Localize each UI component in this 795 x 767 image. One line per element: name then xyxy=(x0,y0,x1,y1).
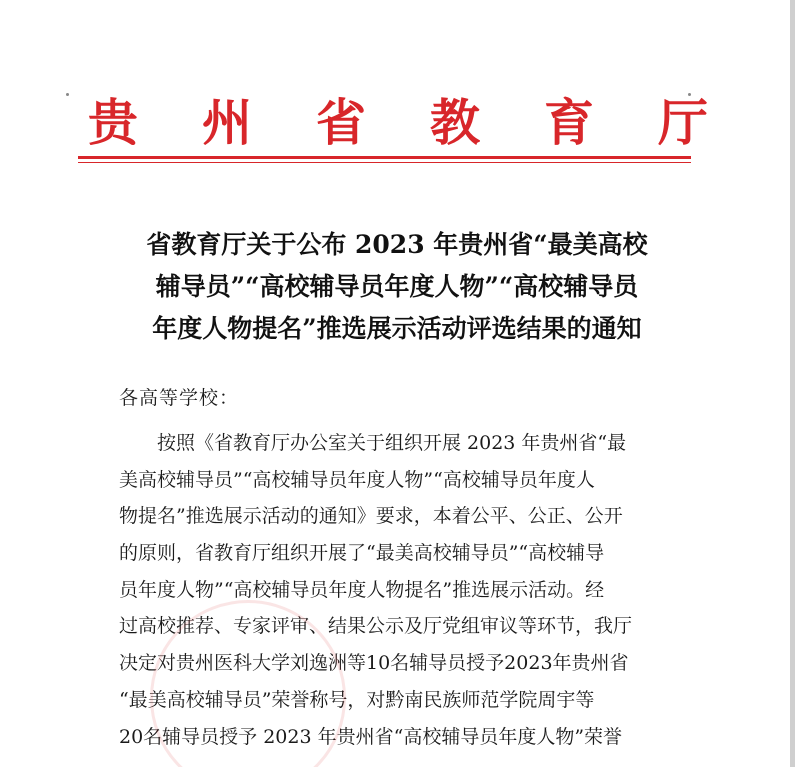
body-paragraph xyxy=(119,425,699,755)
title-line: 年度人物提名”推选展示活动评选结果的通知 xyxy=(152,314,642,343)
body-line: 按照《省教育厅办公室关于组织开展 2023 年贵州省“最 xyxy=(157,432,627,454)
letterhead-char: 厅 xyxy=(658,93,708,152)
letterhead-char: 育 xyxy=(544,93,594,152)
body-line: “最美高校辅导员”荣誉称号，对黔南民族师范学院周宇等 xyxy=(119,688,595,711)
letterhead-red-rule-thin xyxy=(78,162,691,163)
document-title xyxy=(92,224,702,350)
body-line: 20名辅导员授予 2023 年贵州省“高校辅导员年度人物”荣誉 xyxy=(119,725,623,748)
body-line: 员年度人物”“高校辅导员年度人物提名”推选展示活动。经 xyxy=(119,578,605,601)
letterhead xyxy=(88,88,708,158)
letterhead-red-rule xyxy=(78,156,691,159)
letterhead-char: 教 xyxy=(430,93,480,152)
body-line: 物提名”推选展示活动的通知》要求，本着公平、公正、公开 xyxy=(119,505,623,528)
body-line: 过高校推荐、专家评审、结果公示及厅党组审议等环节，我厅 xyxy=(119,615,633,638)
scan-speck xyxy=(66,93,69,96)
letterhead-char: 省 xyxy=(316,93,366,152)
body-line: 决定对贵州医科大学刘逸洲等10名辅导员授予2023年贵州省 xyxy=(119,652,629,675)
body-line: 美高校辅导员”“高校辅导员年度人物”“高校辅导员年度人 xyxy=(119,468,595,491)
letterhead-char: 州 xyxy=(202,93,252,152)
page-edge xyxy=(790,0,795,767)
title-line: 省教育厅关于公布 2023 年贵州省“最美高校 xyxy=(146,230,648,259)
salutation: 各高等学校： xyxy=(119,387,240,409)
title-line: 辅导员”“高校辅导员年度人物”“高校辅导员 xyxy=(155,272,639,301)
letterhead-char: 贵 xyxy=(88,93,138,152)
body-line: 的原则，省教育厅组织开展了“最美高校辅导员”“高校辅导 xyxy=(119,542,605,565)
